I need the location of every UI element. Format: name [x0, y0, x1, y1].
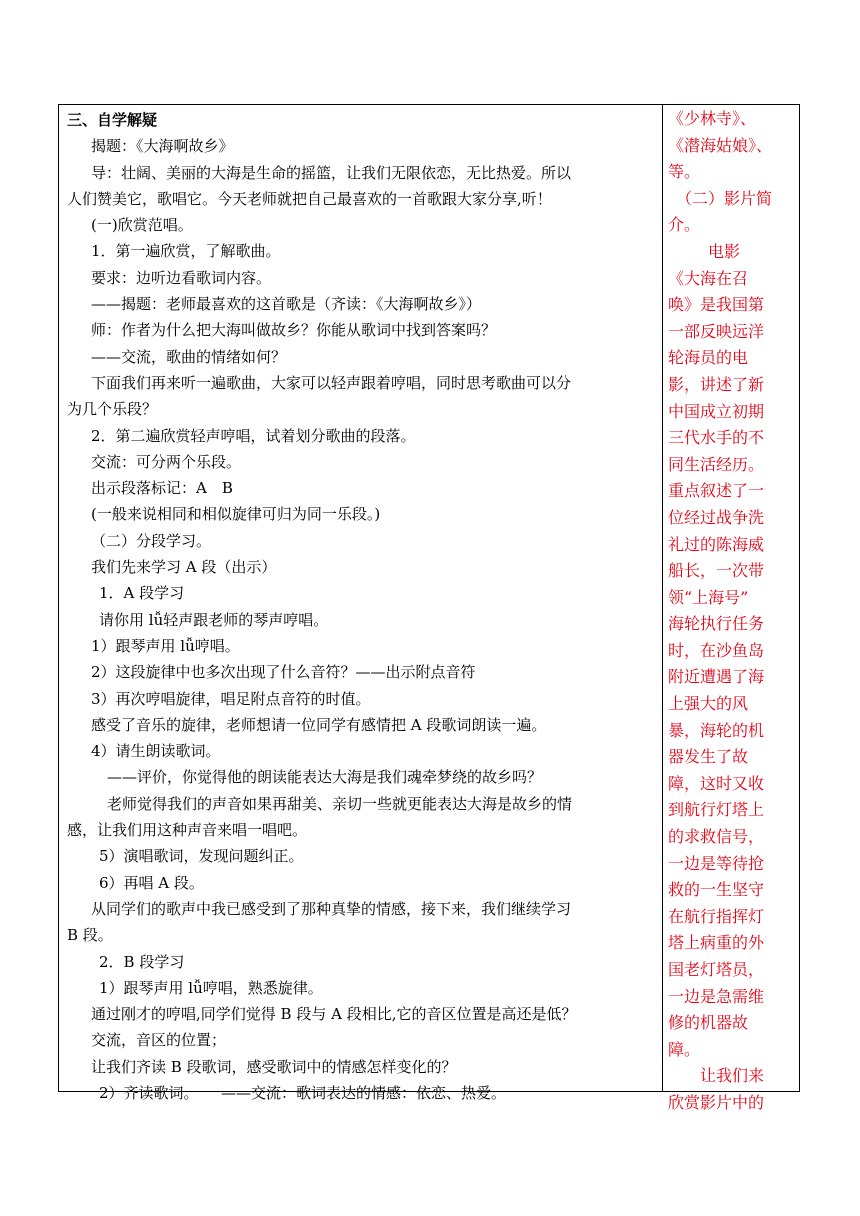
lesson-line: 我们先来学习 A 段（出示） — [91, 558, 277, 577]
lesson-line: 1．第一遍欣赏，了解歌曲。 — [91, 242, 281, 261]
side-note-line: 领“上海号” — [668, 587, 749, 607]
lesson-line: 2）齐读歌词。 ——交流：歌词表达的情感：依恋、热爱。 — [99, 1083, 507, 1102]
side-note-line: 国老灯塔员， — [668, 960, 765, 979]
lesson-line: ——揭题：老师最喜欢的这首歌是（齐读：《大海啊故乡》） — [91, 295, 482, 314]
side-note-line: 上强大的风 — [668, 694, 749, 714]
lesson-line: 通过刚才的哼唱,同学们觉得 B 段与 A 段相比,它的音区位置是高还是低？ — [91, 1005, 577, 1024]
side-notes-column — [668, 106, 794, 1117]
side-note-line: 障，这时又收 — [668, 773, 765, 793]
side-note-line: 时，在沙鱼岛 — [668, 640, 765, 660]
side-note-line: 礼过的陈海威 — [668, 534, 765, 554]
lesson-line: 交流：可分两个乐段。 — [91, 452, 242, 471]
lesson-line: 老师觉得我们的声音如果再甜美、亲切一些就更能表达大海是故乡的情 — [107, 794, 573, 813]
side-note-line: 轮海员的电 — [668, 348, 749, 368]
side-note-line: 《潜海姑娘》、 — [668, 135, 773, 155]
side-note-line: 海轮执行任务 — [668, 614, 765, 634]
side-note-line: 一部反映远洋 — [668, 321, 765, 341]
lesson-line: ——评价，你觉得他的朗读能表达大海是我们魂牵梦绕的故乡吗？ — [107, 768, 543, 787]
column-divider — [662, 105, 663, 1091]
side-note-line: 暴，海轮的机 — [668, 720, 765, 740]
lesson-line: (一般来说相同和相似旋律可归为同一乐段。) — [91, 505, 381, 524]
side-note-line: 中国成立初期 — [668, 401, 765, 421]
lesson-line: 6）再唱 A 段。 — [99, 873, 204, 892]
side-note-line: 附近遭遇了海 — [668, 667, 765, 687]
side-note-line: 修的机器故 — [668, 1013, 749, 1033]
side-note-line: 三代水手的不 — [668, 428, 765, 448]
side-note-line: 介。 — [668, 215, 701, 235]
side-note-line: 塔上病重的外 — [668, 933, 765, 953]
side-note-line: 的求救信号， — [668, 827, 765, 847]
side-note-line: 重点叙述了一 — [668, 481, 765, 501]
lesson-table — [58, 104, 800, 1112]
lesson-line: ——交流，歌曲的情绪如何？ — [91, 347, 287, 366]
section-heading: 三、自学解疑 — [67, 111, 158, 129]
lesson-line: 2．B 段学习 — [99, 952, 185, 971]
side-note-line: 影，讲述了新 — [668, 374, 765, 394]
side-note-line: 到航行灯塔上 — [668, 800, 765, 820]
side-note-line: 障。 — [668, 1039, 701, 1059]
lesson-line: 2）这段旋律中也多次出现了什么音符？——出示附点音符 — [91, 663, 476, 682]
side-note-line: 电影 — [708, 241, 741, 261]
lesson-content-column — [67, 107, 659, 1106]
lesson-line: 2．第二遍欣赏轻声哼唱，试着划分歌曲的段落。 — [91, 426, 416, 445]
lesson-line: 1．A 段学习 — [99, 584, 185, 603]
lesson-line: 1）跟琴声用 lǚ哼唱，熟悉旋律。 — [99, 978, 323, 997]
side-note-line: 同生活经历。 — [668, 454, 765, 474]
lesson-line: 导：壮阔、美丽的大海是生命的摇篮，让我们无限依恋，无比热爱。所以 — [91, 163, 572, 182]
side-note-line: 让我们来 — [700, 1066, 765, 1086]
side-note-line: 位经过战争洗 — [668, 507, 765, 527]
side-note-line: 等。 — [668, 162, 701, 182]
side-note-line: （二）影片简 — [676, 188, 773, 208]
lesson-line: (一)欣赏范唱。 — [91, 216, 193, 235]
lesson-line: 请你用 lǚ轻声跟老师的琴声哼唱。 — [99, 610, 329, 629]
lesson-line: 下面我们再来听一遍歌曲，大家可以轻声跟着哼唱，同时思考歌曲可以分 — [91, 373, 572, 392]
side-note-line: 《少林寺》、 — [668, 109, 757, 128]
lesson-line: 要求：边听边看歌词内容。 — [91, 268, 272, 287]
side-note-line: 一边是等待抢 — [668, 853, 765, 873]
lesson-line: 感受了音乐的旋律，老师想请一位同学有感情把 A 段歌词朗读一遍。 — [91, 715, 547, 734]
lesson-line: 师：作者为什么把大海叫做故乡？你能从歌词中找到答案吗？ — [91, 321, 497, 340]
lesson-line: （二）分段学习。 — [91, 531, 212, 550]
side-note-line: 唤》是我国第 — [668, 295, 765, 315]
side-note-line: 船长，一次带 — [668, 561, 765, 581]
lesson-line: 感，让我们用这种声音来唱一唱吧。 — [67, 821, 308, 840]
lesson-line: 揭题：《大海啊故乡》 — [91, 137, 234, 156]
lesson-line: 交流，音区的位置； — [91, 1031, 227, 1050]
lesson-line: 让我们齐读 B 段歌词，感受歌词中的情感怎样变化的？ — [91, 1057, 457, 1076]
lesson-line: 为几个乐段？ — [67, 400, 158, 419]
side-note-line: 器发生了故 — [668, 747, 749, 767]
lesson-line: 5）演唱歌词，发现问题纠正。 — [99, 847, 304, 866]
side-note-line: 欣赏影片中的 — [668, 1092, 765, 1112]
lesson-line: 3）再次哼唱旋律，唱足附点音符的时值。 — [91, 689, 371, 708]
lesson-line: 出示段落标记：A B — [91, 479, 233, 498]
side-note-line: 《大海在召 — [668, 268, 749, 288]
side-note-line: 在航行指挥灯 — [668, 906, 765, 926]
lesson-line: 从同学们的歌声中我已感受到了那种真挚的情感，接下来，我们继续学习 — [91, 899, 572, 918]
side-note-line: 一边是急需维 — [668, 986, 765, 1006]
lesson-line: 1）跟琴声用 lǚ哼唱。 — [91, 636, 240, 655]
lesson-line: 4）请生朗读歌词。 — [91, 742, 221, 761]
lesson-line: 人们赞美它，歌唱它。今天老师就把自己最喜欢的一首歌跟大家分享,听！ — [67, 189, 552, 208]
side-note-line: 救的一生坚守 — [668, 880, 765, 900]
lesson-line: B 段。 — [67, 926, 113, 945]
